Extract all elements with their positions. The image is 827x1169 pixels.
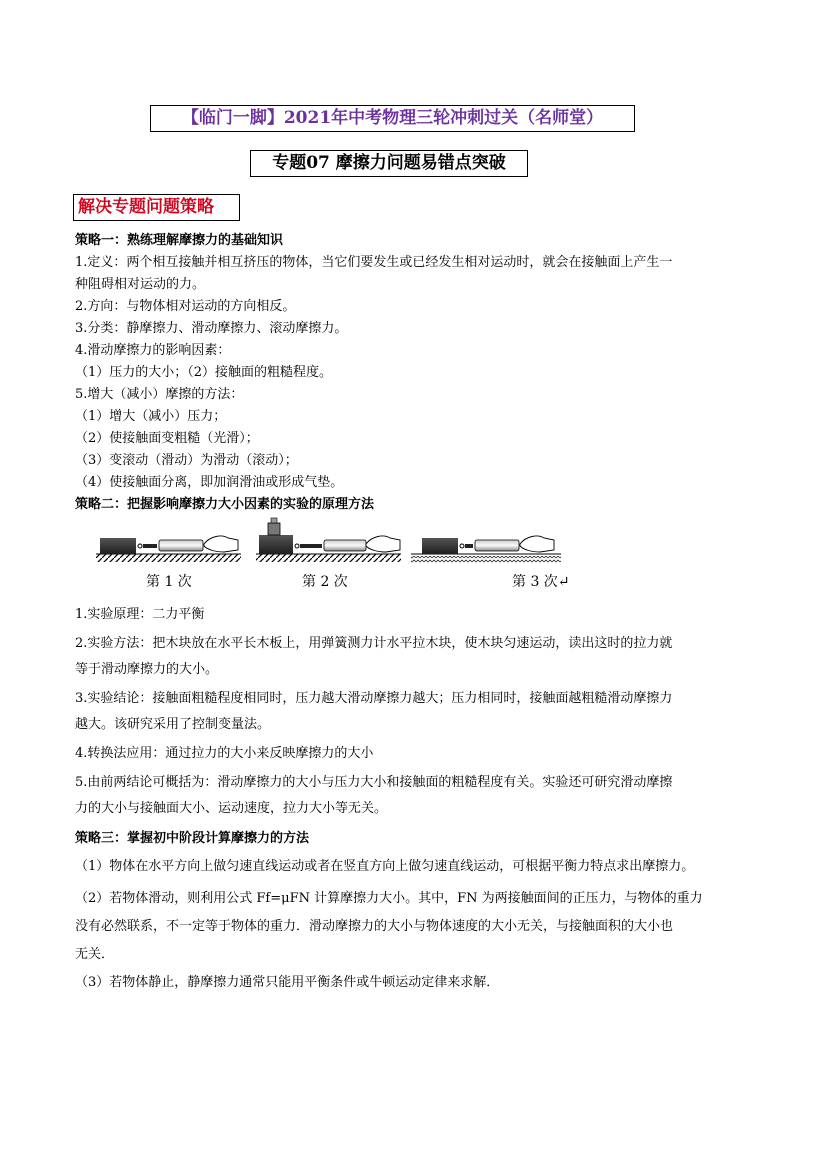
caption-trial-1: 第 1 次 bbox=[146, 574, 192, 590]
strategy1-heading: 策略一：熟练理解摩擦力的基础知识 bbox=[75, 233, 284, 248]
strategy2-line: 力的大小与接触面大小、运动速度，拉力大小等无关。 bbox=[75, 801, 388, 816]
document-title: 【临门一脚】2021年中考物理三轮冲刺过关（名师堂） bbox=[150, 105, 635, 132]
topic-title: 专题07 摩擦力问题易错点突破 bbox=[250, 150, 528, 177]
strategy2-line: 2.实验方法：把木块放在水平长木板上，用弹簧测力计水平拉木块，使木块匀速运动，读出这时的拉力就 bbox=[75, 636, 673, 651]
strategy2-line: 3.实验结论：接触面粗糙程度相同时，压力越大滑动摩擦力越大；压力相同时，接触面越粗糙滑动摩擦力 bbox=[75, 691, 673, 706]
caption-trial-3: 第 3 次↵ bbox=[512, 574, 570, 590]
setup-1 bbox=[96, 536, 241, 562]
section-heading: 解决专题问题策略 bbox=[73, 194, 240, 221]
strategy2-line: 越大。该研究采用了控制变量法。 bbox=[75, 717, 271, 732]
strategy2-line: 4.转换法应用：通过拉力的大小来反映摩擦力的大小 bbox=[75, 746, 374, 761]
strategy3-heading: 策略三：掌握初中阶段计算摩擦力的方法 bbox=[75, 831, 310, 846]
strategy2-line: 等于滑动摩擦力的大小。 bbox=[75, 662, 219, 677]
setup-2 bbox=[256, 518, 401, 562]
caption-trial-2: 第 2 次 bbox=[302, 574, 348, 590]
strategy3-line: 没有必然联系，不一定等于物体的重力．滑动摩擦力的大小与物体速度的大小无关，与接触面积的大小也 bbox=[75, 919, 674, 934]
strategy1-line: 3.分类：静摩擦力、滑动摩擦力、滚动摩擦力。 bbox=[75, 321, 348, 336]
strategy3-line: 无关． bbox=[75, 947, 115, 962]
strategy1-line: （2）使接触面变粗糙（光滑）； bbox=[75, 431, 259, 446]
strategy1-line: 2.方向：与物体相对运动的方向相反。 bbox=[75, 299, 296, 314]
strategy1-line: 1.定义：两个相互接触并相互挤压的物体，当它们要发生或已经发生相对运动时，就会在接触面上产生一 bbox=[75, 255, 673, 270]
strategy1-line: 种阻碍相对运动的力。 bbox=[75, 277, 206, 292]
strategy1-line: （3）变滚动（滑动）为滑动（滚动）； bbox=[75, 453, 298, 468]
strategy1-line: 4.滑动摩擦力的影响因素： bbox=[75, 343, 231, 358]
strategy3-line: （2）若物体滑动，则利用公式 Ff=μFN 计算摩擦力大小。其中，FN 为两接触面间的正压力，与物体的重力 bbox=[75, 891, 703, 906]
strategy3-line: （1）物体在水平方向上做匀速直线运动或者在竖直方向上做匀速直线运动，可根据平衡力特点求出摩擦力。 bbox=[75, 859, 695, 874]
strategy1-line: 5.增大（减小）摩擦的方法： bbox=[75, 387, 244, 402]
strategy2-line: 1.实验原理：二力平衡 bbox=[75, 607, 205, 622]
strategy1-line: （1）增大（减小）压力； bbox=[75, 409, 227, 424]
strategy1-line: （1）压力的大小；（2）接触面的粗糙程度。 bbox=[75, 365, 333, 380]
strategy3-line: （3）若物体静止，静摩擦力通常只能用平衡条件或牛顿运动定律来求解． bbox=[75, 975, 500, 990]
strategy2-heading: 策略二：把握影响摩擦力大小因素的实验的原理方法 bbox=[75, 497, 375, 512]
strategy1-line: （4）使接触面分离，即加润滑油或形成气垫。 bbox=[75, 475, 344, 490]
setup-3 bbox=[411, 536, 561, 564]
strategy2-line: 5.由前两结论可概括为：滑动摩擦力的大小与压力大小和接触面的粗糙程度有关。实验还可研究滑动摩擦 bbox=[75, 775, 673, 790]
